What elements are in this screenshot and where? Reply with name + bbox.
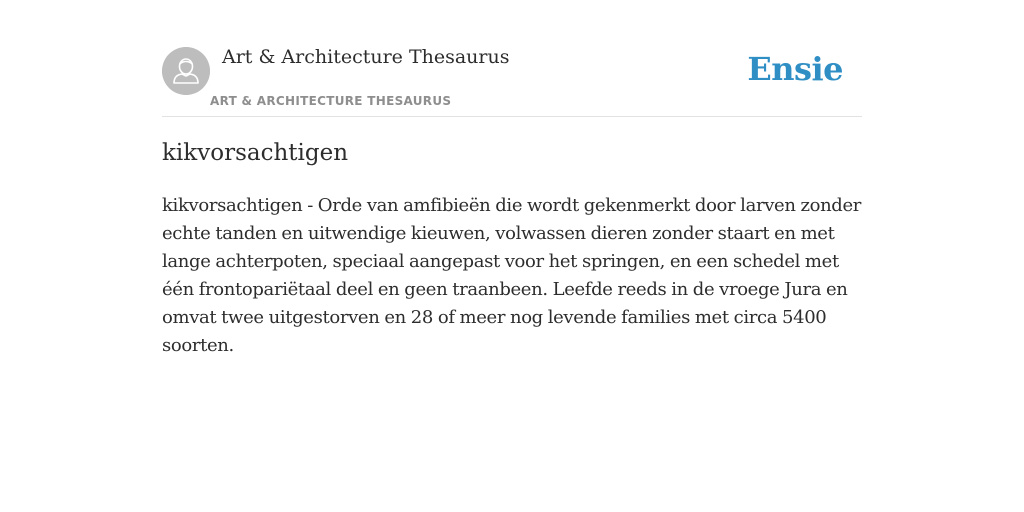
entry-description: kikvorsachtigen - Orde van amfibieën die wordt gekenmerkt door larven zonder echte tanden en uitwendige kieuwen, volwassen dieren zonder staart en met lange achterpoten, speciaal aangepast voor het springen, en een schedel met één frontopariëtaal deel en geen traanbeen. Leefde reeds in de vroege Jura en omvat twee uitgestorven en 28 of meer nog levende families met circa 5400 soorten. — [162, 195, 862, 356]
entry-header — [162, 0, 862, 117]
page-container — [162, 0, 862, 356]
author-tag-link[interactable]: ART & ARCHITECTURE THESAURUS — [210, 94, 452, 108]
entry-title: kikvorsachtigen — [162, 140, 349, 166]
author-avatar[interactable] — [162, 47, 210, 95]
author-name[interactable]: Art & Architecture Thesaurus — [222, 46, 510, 68]
user-icon — [162, 47, 210, 95]
ensie-logo-link[interactable]: Ensie — [747, 50, 843, 88]
